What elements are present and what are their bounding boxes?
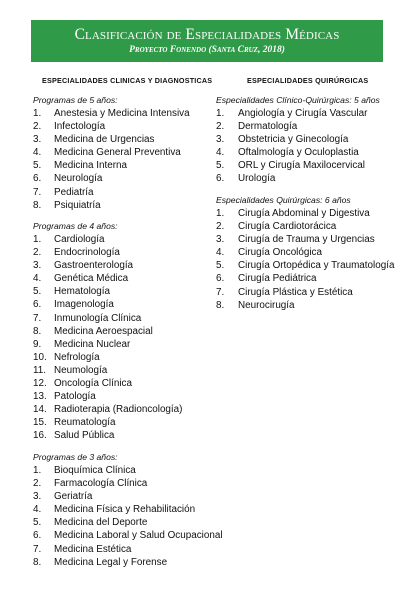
item-label: Psiquiatría — [54, 199, 101, 211]
item-number: 4. — [216, 247, 225, 259]
item-label: Dermatología — [238, 121, 298, 133]
list-item — [216, 107, 380, 120]
item-number: 4. — [216, 147, 225, 159]
item-number: 2. — [216, 121, 225, 133]
item-label: Angiología y Cirugía Vascular — [238, 108, 368, 119]
item-label: Oncología Clínica — [54, 378, 132, 390]
item-number: 5. — [216, 260, 225, 272]
list-item — [216, 259, 395, 272]
list-item — [216, 220, 351, 233]
item-number: 9. — [33, 338, 42, 350]
item-label: Cirugía Oncológica — [238, 247, 322, 259]
item-label: Nefrología — [54, 351, 100, 363]
item-label: Farmacología Clínica — [54, 478, 148, 490]
item-label: Anestesia y Medicina Intensiva — [54, 108, 190, 119]
list-item — [33, 429, 118, 442]
item-number: 6. — [33, 530, 42, 542]
item-number: 1. — [216, 208, 225, 219]
list-item — [216, 272, 351, 285]
item-number: 12. — [33, 378, 47, 390]
item-number: 8. — [33, 556, 42, 568]
item-number: 15. — [33, 417, 47, 429]
list-item — [33, 338, 131, 351]
list-item — [216, 120, 380, 133]
item-label: Salud Pública — [54, 430, 115, 442]
item-label: Genética Médica — [54, 273, 129, 285]
list-item — [33, 490, 118, 503]
item-number: 5. — [33, 286, 42, 298]
item-label: Cirugía Cardiotorácica — [238, 221, 337, 233]
item-label: Neurología — [54, 173, 103, 185]
item-label: Oftalmología y Oculoplastia — [238, 147, 359, 159]
list-item — [33, 120, 118, 133]
item-number: 3. — [33, 260, 42, 272]
item-label: Medicina Estética — [54, 543, 132, 555]
item-label: Cirugía de Trauma y Urgencias — [238, 234, 375, 246]
item-number: 5. — [33, 517, 42, 529]
list-item — [33, 233, 118, 246]
item-label: Medicina del Deporte — [54, 517, 148, 529]
group-title: Programas de 4 años: — [33, 221, 118, 231]
list-item — [216, 207, 370, 220]
item-label: Gastroenterología — [54, 260, 134, 272]
item-number: 7. — [33, 312, 42, 324]
item-number: 5. — [216, 160, 225, 172]
item-number: 3. — [216, 234, 225, 246]
item-number: 8. — [33, 199, 42, 211]
item-label: Endocrinología — [54, 247, 120, 259]
item-label: Neurocirugía — [238, 299, 295, 311]
list-item — [33, 390, 118, 403]
list-item — [216, 286, 351, 299]
item-label: Cirugía Abdominal y Digestiva — [238, 208, 370, 219]
list-item — [33, 107, 190, 120]
item-label: ORL y Cirugía Maxilocervical — [238, 160, 365, 172]
list-item — [33, 403, 183, 416]
item-label: Geriatría — [54, 491, 93, 503]
group-title: Especialidades Clínico-Quirúrgicas: 5 años — [216, 95, 380, 105]
item-label: Medicina Legal y Forense — [54, 556, 168, 568]
item-number: 1. — [33, 108, 42, 119]
list-item — [216, 159, 380, 172]
item-number: 6. — [216, 173, 225, 185]
item-label: Obstetricia y Ginecología — [238, 134, 349, 146]
item-label: Cirugía Plástica y Estética — [238, 286, 353, 298]
list-item — [33, 133, 155, 146]
item-number: 13. — [33, 391, 47, 403]
item-number: 7. — [216, 286, 225, 298]
item-number: 6. — [33, 173, 42, 185]
list-item — [33, 246, 118, 259]
item-number: 2. — [216, 221, 225, 233]
list-item — [33, 159, 128, 172]
item-number: 6. — [216, 273, 225, 285]
item-label: Imagenología — [54, 299, 114, 311]
item-number: 4. — [33, 147, 42, 159]
list-item — [33, 377, 132, 390]
item-number: 1. — [33, 465, 42, 476]
list-item — [216, 233, 375, 246]
list-item — [216, 299, 351, 312]
list-item — [33, 416, 118, 429]
list-item — [33, 312, 142, 325]
item-number: 8. — [33, 325, 42, 337]
item-number: 3. — [33, 134, 42, 146]
item-number: 2. — [33, 121, 42, 133]
list-item — [216, 146, 380, 159]
item-number: 14. — [33, 404, 47, 416]
group-clinico-surgical — [216, 95, 380, 186]
item-number: 10. — [33, 351, 47, 363]
list-item — [33, 146, 181, 159]
clinical-heading: ESPECIALIDADES CLINICAS Y DIAGNOSTICAS — [42, 76, 213, 85]
list-item — [33, 298, 118, 311]
item-number: 1. — [216, 108, 225, 119]
item-number: 1. — [33, 234, 42, 245]
item-number: 3. — [216, 134, 225, 146]
list-item — [33, 199, 118, 212]
list-item — [33, 556, 168, 569]
group-title: Especialidades Quirúrgicas: 6 años — [216, 195, 351, 205]
item-number: 2. — [33, 247, 42, 259]
item-label: Radioterapia (Radioncología) — [54, 404, 183, 416]
item-number: 7. — [33, 186, 42, 198]
item-number: 4. — [33, 504, 42, 516]
list-item — [33, 503, 196, 516]
item-label: Medicina Física y Rehabilitación — [54, 504, 196, 516]
document-subtitle: Proyecto Fonendo (Santa Cruz, 2018) — [129, 45, 285, 55]
item-label: Infectología — [54, 121, 106, 133]
item-label: Medicina Interna — [54, 160, 128, 172]
group-title: Programas de 5 años: — [33, 95, 118, 105]
item-label: Urología — [238, 173, 276, 185]
list-item — [216, 246, 351, 259]
item-label: Medicina General Preventiva — [54, 147, 181, 159]
item-label: Pediatría — [54, 186, 94, 198]
item-label: Medicina Nuclear — [54, 338, 131, 350]
item-label: Reumatología — [54, 417, 116, 429]
list-item — [33, 516, 148, 529]
list-item — [33, 364, 118, 377]
item-label: Medicina de Urgencias — [54, 134, 155, 146]
list-item — [216, 133, 380, 146]
item-number: 16. — [33, 430, 47, 442]
item-label: Patología — [54, 391, 96, 403]
item-number: 5. — [33, 160, 42, 172]
item-label: Medicina Laboral y Salud Ocupacional — [54, 530, 223, 542]
surgical-heading: ESPECIALIDADES QUIRÚRGICAS — [247, 76, 369, 85]
item-number: 6. — [33, 299, 42, 311]
list-item — [33, 529, 223, 542]
item-label: Neumología — [54, 364, 108, 376]
list-item — [33, 464, 136, 477]
item-number: 4. — [33, 273, 42, 285]
title-banner — [31, 20, 383, 62]
list-item — [33, 186, 118, 199]
item-label: Bioquímica Clínica — [54, 465, 136, 476]
list-item — [33, 477, 148, 490]
item-number: 2. — [33, 478, 42, 490]
group-title: Programas de 3 años: — [33, 452, 118, 462]
item-number: 7. — [33, 543, 42, 555]
list-item — [33, 285, 118, 298]
list-item — [33, 259, 134, 272]
item-label: Cardiología — [54, 234, 105, 245]
list-item — [33, 351, 118, 364]
item-number: 8. — [216, 299, 225, 311]
group-5-years — [33, 95, 190, 212]
list-item — [216, 172, 380, 185]
item-label: Inmunología Clínica — [54, 312, 142, 324]
item-label: Cirugía Pediátrica — [238, 273, 317, 285]
item-number: 11. — [33, 364, 46, 376]
group-surgical — [216, 195, 395, 312]
document-title: Clasificación de Especialidades Médicas — [74, 26, 340, 43]
list-item — [33, 325, 153, 338]
item-label: Hematología — [54, 286, 110, 298]
item-label: Medicina Aeroespacial — [54, 325, 153, 337]
list-item — [33, 543, 132, 556]
group-3-years — [33, 452, 223, 569]
group-4-years — [33, 221, 183, 443]
list-item — [33, 172, 118, 185]
item-number: 3. — [33, 491, 42, 503]
item-label: Cirugía Ortopédica y Traumatología — [238, 260, 395, 272]
list-item — [33, 272, 129, 285]
